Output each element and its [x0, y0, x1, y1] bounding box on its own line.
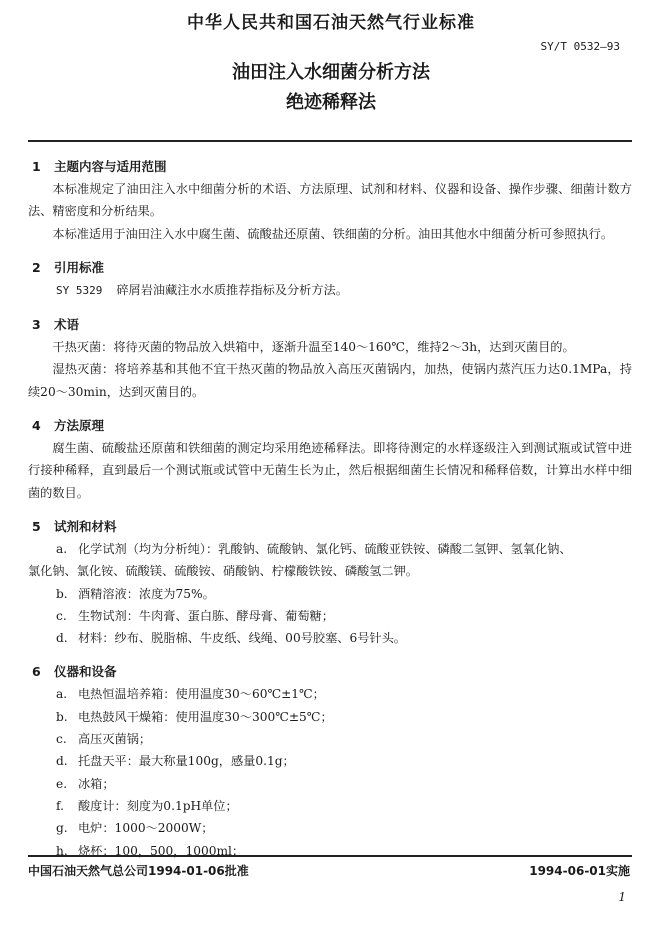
item-label: d.	[56, 754, 68, 769]
item-label: b.	[56, 709, 68, 724]
standard-code: SY/T 0532—93	[540, 40, 620, 53]
list-item	[28, 683, 632, 705]
item-text: 化学试剂（均为分析纯）：乳酸钠、硫酸钠、氯化钙、硫酸亚铁铵、磷酸二氢钾、氢氧化钠、	[78, 541, 572, 556]
item-text: 酒精溶液：浓度为75%。	[78, 586, 215, 601]
item-label: d.	[56, 631, 68, 646]
item-label: e.	[56, 776, 68, 791]
list-item	[28, 605, 632, 627]
item-text: 冰箱；	[78, 776, 115, 791]
item-text: 托盘天平：最大称量100g，感量0.1g；	[78, 754, 295, 769]
section-number: 6	[32, 664, 41, 680]
list-item	[28, 728, 632, 750]
item-label: c.	[56, 732, 67, 747]
effective-date: 1994-06-01实施	[529, 864, 630, 878]
section-4-paragraph: 腐生菌、硫酸盐还原菌和铁细菌的测定均采用绝迹稀释法。即将待测定的水样逐级注入到测试瓶或试管中进行接种稀释，直到最后一个测试瓶或试管中无菌生长为止，然后根据细菌生长情况和稀释倍数，计算出水样中细菌的数目。	[28, 441, 632, 500]
section-number: 3	[32, 317, 41, 333]
list-item	[28, 538, 632, 560]
standard-header-title: 中华人民共和国石油天然气行业标准	[187, 13, 475, 33]
header-divider	[28, 140, 632, 142]
list-item	[28, 627, 632, 649]
item-label: a.	[56, 541, 68, 556]
item-text: 氯化钠、氯化铵、硫酸镁、硫酸铵、硝酸钠、柠檬酸铁铵、磷酸氢二钾。	[28, 564, 418, 579]
term-moist-heat-sterilization: 湿热灭菌：将培养基和其他不宜干热灭菌的物品放入高压灭菌锅内，加热，使锅内蒸汽压力达0.1MPa，持续20～30min，达到灭菌目的。	[28, 362, 632, 399]
section-number: 1	[32, 159, 41, 174]
section-title: 方法原理	[54, 418, 105, 434]
section-title: 仪器和设备	[54, 664, 117, 680]
item-label: h.	[56, 843, 68, 858]
reference-code: SY 5329	[56, 283, 103, 297]
list-item	[28, 817, 632, 839]
term-dry-heat-sterilization: 干热灭菌：将待灭菌的物品放入烘箱中，逐渐升温至140～160℃，维持2～3h，达到灭菌目的。	[52, 340, 575, 355]
section-number: 5	[32, 518, 41, 534]
section-1-paragraph: 本标准规定了油田注入水中细菌分析的术语、方法原理、试剂和材料、仪器和设备、操作步骤、细菌计数方法、精密度和分析结果。	[28, 182, 632, 219]
section-5-heading	[28, 516, 632, 538]
item-text: 电热恒温培养箱：使用温度30～60℃±1℃；	[78, 687, 325, 702]
list-item	[28, 706, 632, 728]
document-title-line1: 油田注入水细菌分析方法	[232, 62, 430, 83]
item-text: 电热鼓风干燥箱：使用温度30～300℃±5℃；	[78, 709, 333, 724]
item-text: 电炉：1000～2000W；	[78, 821, 214, 836]
approval-statement: 中国石油天然气总公司1994-01-06批准	[28, 864, 249, 878]
item-text: 生物试剂：牛肉膏、蛋白胨、酵母膏、葡萄糖；	[78, 608, 334, 623]
footer-divider	[28, 855, 632, 857]
list-item	[28, 773, 632, 795]
item-label: c.	[56, 608, 67, 623]
list-item-continuation	[28, 560, 632, 582]
item-label: g.	[56, 821, 68, 836]
section-number: 4	[32, 418, 41, 434]
item-text: 高压灭菌锅；	[78, 732, 152, 747]
section-4-heading	[28, 415, 632, 437]
section-6-heading	[28, 661, 632, 683]
section-1-heading	[28, 156, 632, 178]
item-label: f.	[56, 798, 64, 813]
document-body	[28, 156, 632, 862]
section-title: 引用标准	[54, 259, 105, 275]
item-label: a.	[56, 687, 68, 702]
page-number: 1	[618, 890, 626, 904]
section-title: 试剂和材料	[54, 518, 117, 534]
reference-entry	[28, 279, 632, 302]
item-text: 材料：纱布、脱脂棉、牛皮纸、线绳、00号胶塞、6号针头。	[78, 631, 406, 646]
section-3-heading	[28, 314, 632, 336]
section-number: 2	[32, 259, 41, 275]
section-2-heading	[28, 257, 632, 279]
item-text: 酸度计：刻度为0.1pH单位；	[78, 798, 238, 813]
item-text: 烧杯：100，500，1000ml；	[78, 843, 245, 858]
reference-title: 碎屑岩油藏注水水质推荐指标及分析方法。	[116, 282, 348, 297]
section-1-paragraph: 本标准适用于油田注入水中腐生菌、硫酸盐还原菌、铁细菌的分析。油田其他水中细菌分析可参照执行。	[52, 226, 614, 241]
document-title-line2: 绝迹稀释法	[286, 92, 376, 113]
item-label: b.	[56, 586, 68, 601]
list-item	[28, 583, 632, 605]
list-item	[28, 795, 632, 817]
list-item	[28, 750, 632, 772]
section-title: 主题内容与适用范围	[54, 159, 167, 174]
list-item	[28, 840, 632, 862]
section-title: 术语	[54, 317, 80, 333]
